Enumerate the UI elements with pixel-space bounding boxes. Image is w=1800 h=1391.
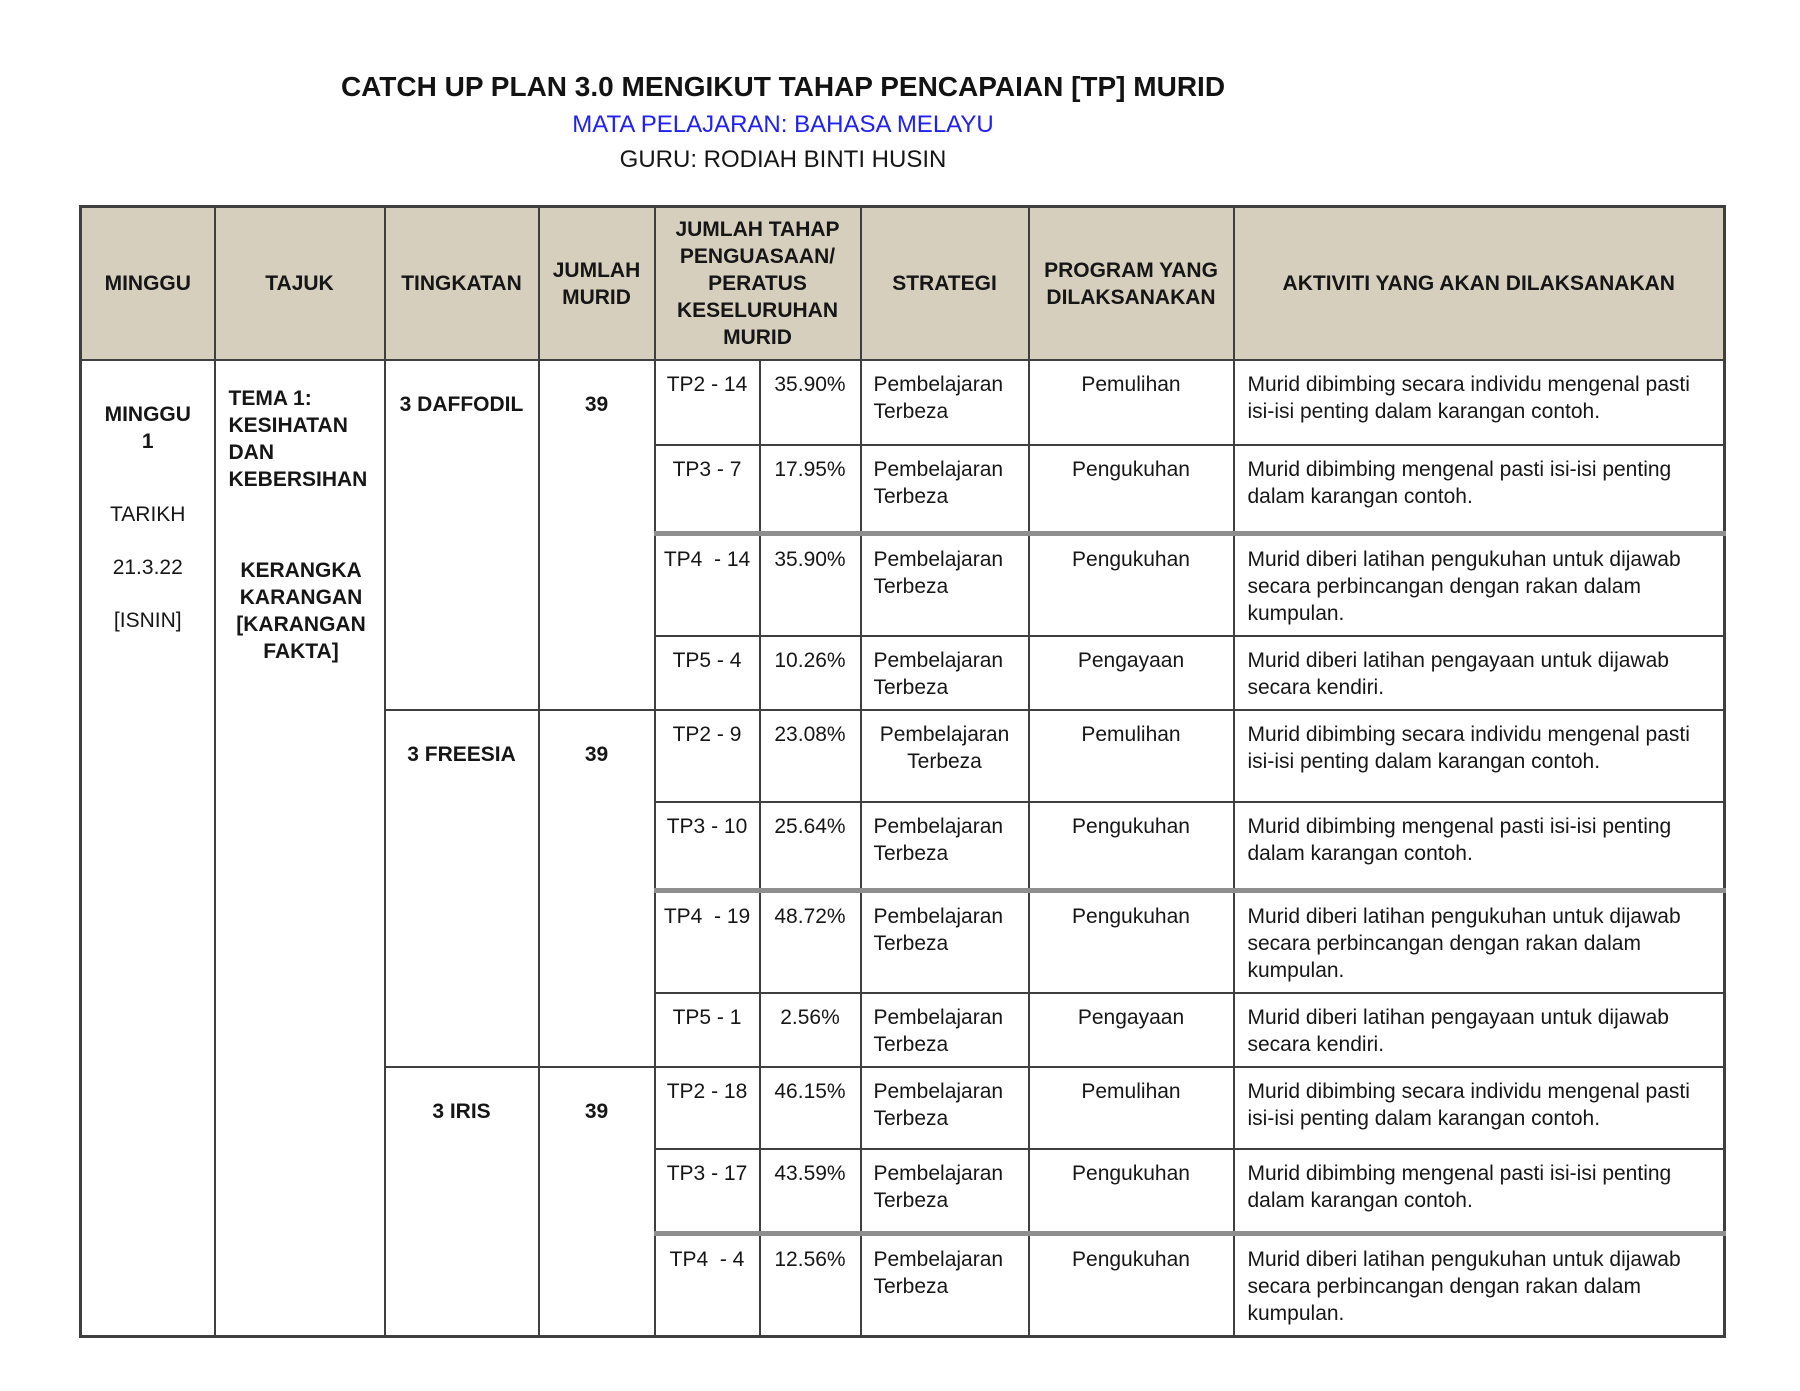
aktiviti-value: Murid diberi latihan pengukuhan untuk dijawab secara perbincangan dengan rakan dalam kumpulan. bbox=[1234, 533, 1725, 636]
teacher-line: GURU: RODIAH BINTI HUSIN bbox=[619, 146, 947, 173]
col-header-tingkatan: TINGKATAN bbox=[385, 207, 539, 361]
tema-text: TEMA 1: KESIHATAN DAN KEBERSIHAN bbox=[228, 387, 368, 491]
strategi-value: Pembelajaran Terbeza bbox=[861, 1149, 1029, 1233]
tp-value: TP3 - 10 bbox=[655, 802, 760, 891]
kerangka-text: KERANGKA KARANGAN [KARANGAN FAKTA] bbox=[236, 559, 366, 663]
tp-value: TP3 - 17 bbox=[655, 1149, 760, 1233]
aktiviti-value: Murid diberi latihan pengukuhan untuk dijawab secara perbincangan dengan rakan dalam kumpulan. bbox=[1234, 1233, 1725, 1336]
peratus-value: 43.59% bbox=[760, 1149, 861, 1233]
week-label: MINGGU 1 bbox=[104, 403, 191, 453]
aktiviti-value: Murid dibimbing mengenal pasti isi-isi penting dalam karangan contoh. bbox=[1234, 802, 1725, 891]
aktiviti-value: Murid dibimbing mengenal pasti isi-isi penting dalam karangan contoh. bbox=[1234, 445, 1725, 533]
tp-value: TP4 - 4 bbox=[655, 1233, 760, 1336]
program-value: Pengukuhan bbox=[1029, 891, 1234, 994]
catch-up-plan-table bbox=[79, 205, 1726, 1338]
tp-value: TP4 - 14 bbox=[655, 533, 760, 636]
tarikh-label: TARIKH bbox=[110, 503, 186, 526]
peratus-value: 35.90% bbox=[760, 360, 861, 445]
tp-value: TP4 - 19 bbox=[655, 891, 760, 994]
col-header-aktiviti: AKTIVITI YANG AKAN DILAKSANAKAN bbox=[1234, 207, 1725, 361]
strategi-value: Pembelajaran Terbeza bbox=[861, 802, 1029, 891]
strategi-value: Pembelajaran Terbeza bbox=[861, 636, 1029, 710]
aktiviti-value: Murid diberi latihan pengayaan untuk dijawab secara kendiri. bbox=[1234, 636, 1725, 710]
peratus-value: 48.72% bbox=[760, 891, 861, 994]
tajuk-cell bbox=[215, 360, 385, 1336]
peratus-value: 35.90% bbox=[760, 533, 861, 636]
program-value: Pemulihan bbox=[1029, 710, 1234, 802]
aktiviti-value: Murid dibimbing secara individu mengenal pasti isi-isi penting dalam karangan contoh. bbox=[1234, 360, 1725, 445]
strategi-value: Pembelajaran Terbeza bbox=[861, 993, 1029, 1067]
minggu-cell bbox=[81, 360, 215, 1336]
strategi-value: Pembelajaran Terbeza bbox=[861, 710, 1029, 802]
day-value: [ISNIN] bbox=[113, 609, 182, 632]
header-row bbox=[81, 207, 1725, 361]
program-value: Pemulihan bbox=[1029, 1067, 1234, 1149]
jumlah-murid-cell: 39 bbox=[539, 710, 655, 1068]
program-value: Pengukuhan bbox=[1029, 802, 1234, 891]
date-value: 21.3.22 bbox=[112, 556, 183, 579]
col-header-minggu: MINGGU bbox=[81, 207, 215, 361]
page-title: CATCH UP PLAN 3.0 MENGIKUT TAHAP PENCAPAIAN [TP] MURID bbox=[340, 71, 1226, 102]
tp-value: TP2 - 14 bbox=[655, 360, 760, 445]
strategi-value: Pembelajaran Terbeza bbox=[861, 1067, 1029, 1149]
aktiviti-value: Murid diberi latihan pengukuhan untuk dijawab secara perbincangan dengan rakan dalam kumpulan. bbox=[1234, 891, 1725, 994]
tp-value: TP3 - 7 bbox=[655, 445, 760, 533]
aktiviti-value: Murid dibimbing mengenal pasti isi-isi penting dalam karangan contoh. bbox=[1234, 1149, 1725, 1233]
strategi-value: Pembelajaran Terbeza bbox=[861, 891, 1029, 994]
strategi-value: Pembelajaran Terbeza bbox=[861, 445, 1029, 533]
peratus-value: 2.56% bbox=[760, 993, 861, 1067]
strategi-value: Pembelajaran Terbeza bbox=[861, 360, 1029, 445]
table-row bbox=[81, 360, 1725, 445]
tp-value: TP5 - 4 bbox=[655, 636, 760, 710]
col-header-program: PROGRAM YANG DILAKSANAKAN bbox=[1029, 207, 1234, 361]
tp-value: TP2 - 9 bbox=[655, 710, 760, 802]
program-value: Pengukuhan bbox=[1029, 445, 1234, 533]
program-value: Pengayaan bbox=[1029, 636, 1234, 710]
peratus-value: 10.26% bbox=[760, 636, 861, 710]
jumlah-murid-cell: 39 bbox=[539, 1067, 655, 1336]
tingkatan-cell: 3 FREESIA bbox=[385, 710, 539, 1068]
program-value: Pemulihan bbox=[1029, 360, 1234, 445]
peratus-value: 25.64% bbox=[760, 802, 861, 891]
subject-line: MATA PELAJARAN: BAHASA MELAYU bbox=[572, 111, 994, 138]
peratus-value: 46.15% bbox=[760, 1067, 861, 1149]
tingkatan-cell: 3 DAFFODIL bbox=[385, 360, 539, 710]
aktiviti-value: Murid dibimbing secara individu mengenal pasti isi-isi penting dalam karangan contoh. bbox=[1234, 710, 1725, 802]
tp-value: TP5 - 1 bbox=[655, 993, 760, 1067]
col-header-tajuk: TAJUK bbox=[215, 207, 385, 361]
peratus-value: 12.56% bbox=[760, 1233, 861, 1336]
jumlah-murid-cell: 39 bbox=[539, 360, 655, 710]
program-value: Pengukuhan bbox=[1029, 1149, 1234, 1233]
program-value: Pengayaan bbox=[1029, 993, 1234, 1067]
col-header-jumlah-tahap: JUMLAH TAHAP PENGUASAAN/ PERATUS KESELURUHAN MURID bbox=[655, 207, 861, 361]
strategi-value: Pembelajaran Terbeza bbox=[861, 533, 1029, 636]
peratus-value: 17.95% bbox=[760, 445, 861, 533]
peratus-value: 23.08% bbox=[760, 710, 861, 802]
tp-value: TP2 - 18 bbox=[655, 1067, 760, 1149]
col-header-strategi: STRATEGI bbox=[861, 207, 1029, 361]
aktiviti-value: Murid dibimbing secara individu mengenal pasti isi-isi penting dalam karangan contoh. bbox=[1234, 1067, 1725, 1149]
document-headings bbox=[72, 0, 1494, 175]
strategi-value: Pembelajaran Terbeza bbox=[861, 1233, 1029, 1336]
program-value: Pengukuhan bbox=[1029, 1233, 1234, 1336]
tingkatan-cell: 3 IRIS bbox=[385, 1067, 539, 1336]
aktiviti-value: Murid diberi latihan pengayaan untuk dijawab secara kendiri. bbox=[1234, 993, 1725, 1067]
col-header-jumlah-murid: JUMLAH MURID bbox=[539, 207, 655, 361]
program-value: Pengukuhan bbox=[1029, 533, 1234, 636]
